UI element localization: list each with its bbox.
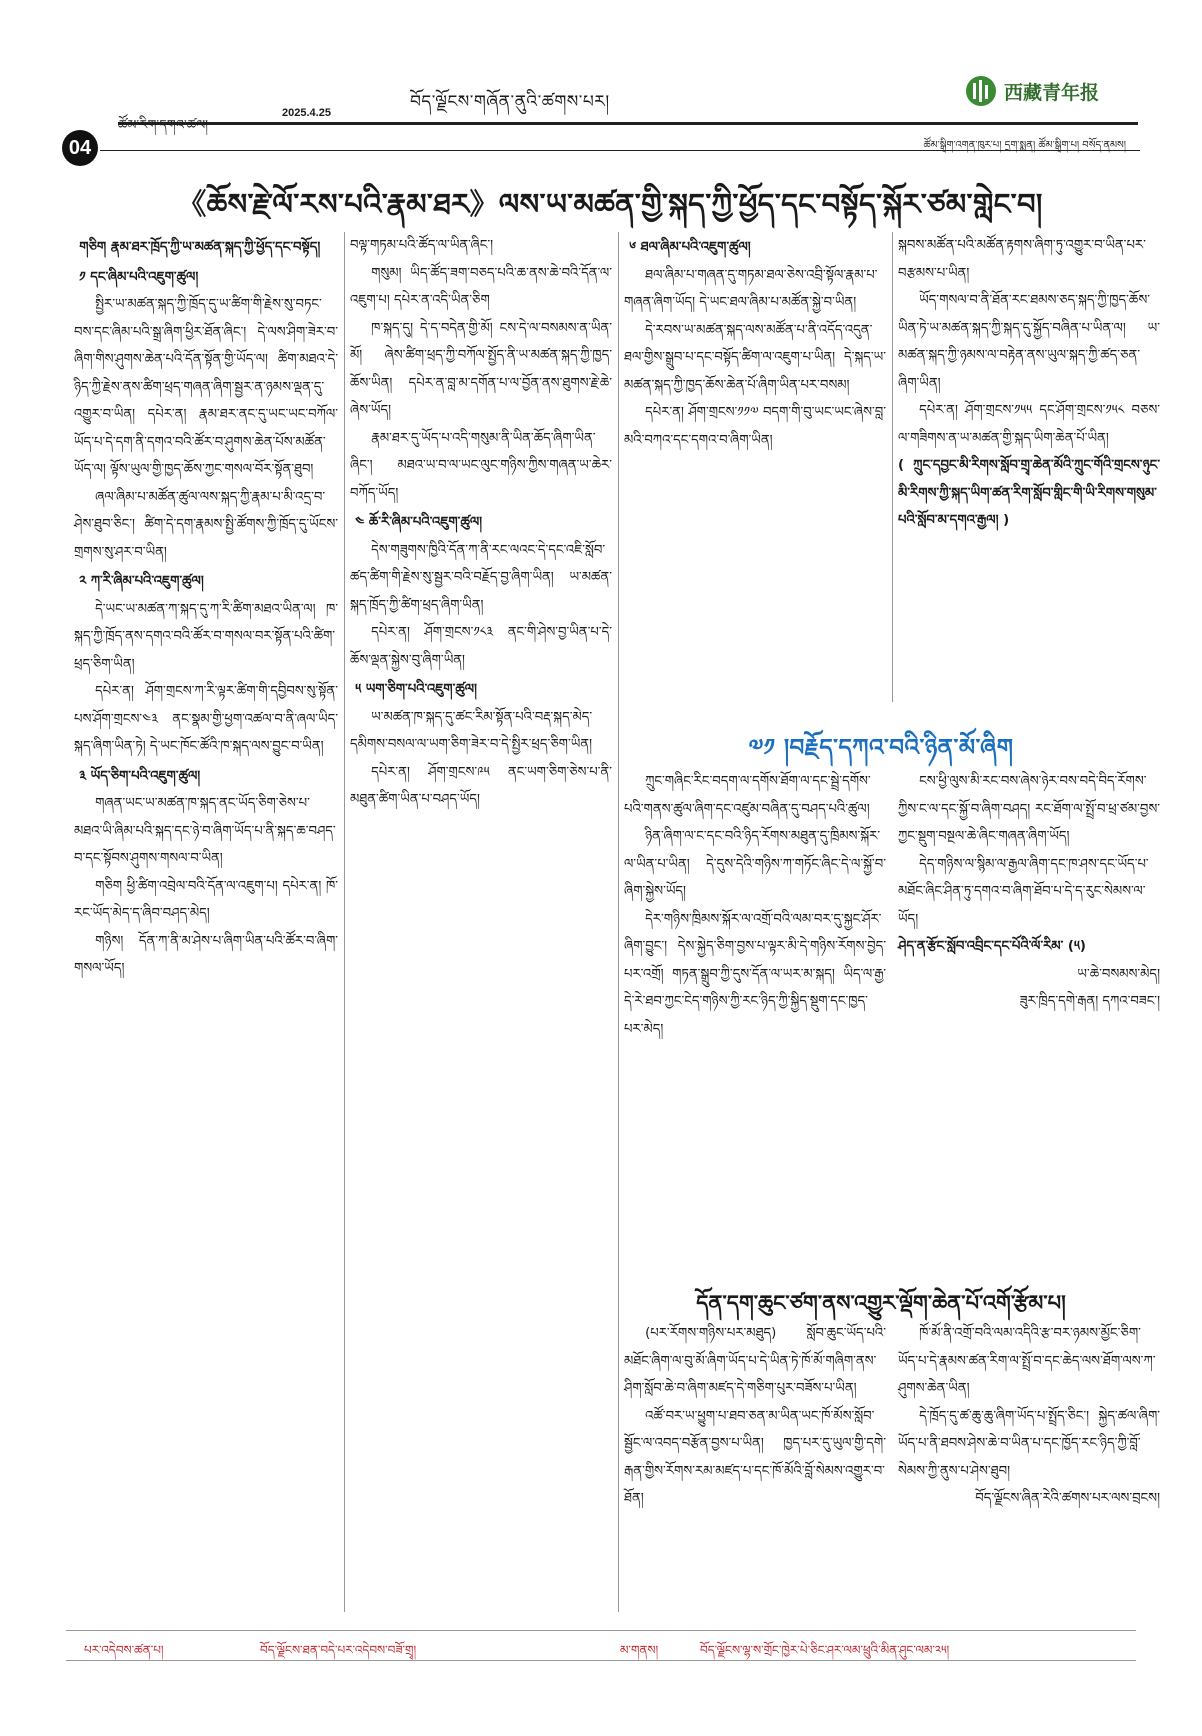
- article-column-4: [898, 232, 1160, 535]
- column-divider: [618, 232, 619, 1612]
- paragraph: དཔེར་ན། ཤོག་གྲངས་༡༡༧ བདག་གི་བུ་ཡང་ཡང་ཞེས་བླ་མའི་བཀའ་དང་དགའ་བ་ཞིག་ཡིན།: [624, 405, 886, 448]
- section-heading: ༢ ཀ་རི་ཞིམ་པའི་འཇུག་ཚུལ།: [79, 574, 204, 589]
- section-heading: གཅིག རྣམ་ཐར་ཁྲོད་ཀྱི་ཡ་མཚན་སྐད་ཀྱི་ཕྱོད་དང་བསྟོད།: [79, 240, 321, 255]
- footer-address: བོད་ལྗོངས་ལྷ་ས་གྲོང་ཁྱེར་པེ་ཅིང་ཤར་ལམ་ཕྲུའི་མིན་ཤུང་ལམ་༢༥།: [700, 1643, 950, 1657]
- paragraph: གསུམ། ཡིད་ཚོད་ཟག་བཅད་པའི་ཆ་ནས་ཆེ་བའི་དོན་ལ་འཇུག་པ། དཔེར་ན་འདི་ཡིན་ཅིག: [350, 265, 612, 308]
- paragraph: རྣམ་ཐར་དུ་ཡོད་པ་འདི་གསུམ་ནི་ཡིན་ཆོད་ཞིག་ཡིན་ཞིང་། མཐའ་ཡ་བ་ལ་ཡང་ལུང་གཉིས་ཀྱིས་གཞན་ཡ་ཆེར་བཀོད་ཡོད།: [350, 430, 612, 501]
- paragraph: ཀྲུང་གཞིང་རིང་བདག་ལ་དགོས་ཐོག་ལ་དང་སྦྲེ་དགོས་པའི་གནས་ཚུལ་ཞིག་དང་འཛུམ་བཞིན་དུ་བཤད་པའི་ཚུལ།: [624, 774, 871, 817]
- headline: 《ཆོས་རྗེ་ལོ་རས་པའི་རྣམ་ཐར》ལས་ཡ་མཚན་གྱི་སྐད་ཀྱི་ཕྱོད་དང་བསྟོད་སྐོར་ཙམ་གླེང་བ།: [177, 187, 1043, 221]
- paragraph: ཐལ་ཞིམ་པ་གཞན་དུ་གཏམ་ཐལ་ཅེས་འབྲི་སྟོལ་རྣམ་པ་གཞན་ཞིག་ཡོད། དེ་ཡང་ཐལ་ཞིམ་པ་མཚོན་སྐྱེ་བ་ཡིན།: [624, 267, 878, 310]
- section-heading: ༤ ཆོ་རི་ཞིམ་པའི་འཇུག་ཚུལ།: [355, 515, 483, 530]
- story-column-2: [898, 768, 1160, 1016]
- paragraph: དཔེར་ན། ཤོག་གྲངས་༡༨༣ ནང་གི་ཤེས་བྱ་ཡིན་པ་དེ་ཆོས་ལྡན་སྐྱེས་བུ་ཞིག་ཡིན།: [350, 625, 612, 668]
- paragraph: དེ་རབས་ཡ་མཚན་སྐད་ལས་མཚོན་པ་ནི་འདོད་འདུན་ཐལ་གྱིས་སྒྲུབ་པ་དང་བསྟོད་ཚིག་ལ་འཇུག་པ་ཡིན། དེ་སྐད་ཡ་མཚན་སྐད་ཀྱི་ཁྱད་ཆོས་ཆེན་པོ་ཞིག་ཡིན་པར་བསམ།: [624, 322, 886, 393]
- paragraph: ཉིན་ཞིག་ལ་ང་དང་བའི་ཉིད་རོགས་མཐུན་དུ་ཁྲིམས་སྐོར་ལ་ཡིན་པ་ཡིན། དེ་དུས་དེའི་གཉིས་ཀ་གཏོང་ཞིང་དེ་ལ་སྐྱོ་བ་ཞིག་སྐྱེས་ཡོད།: [624, 829, 886, 899]
- column-divider: [344, 232, 345, 1612]
- section-label: ཚོམ་རིག་དགའ་ཚལ།: [118, 118, 209, 133]
- section-heading: ༦ ཐལ་ཞིམ་པའི་འཇུག་ཚུལ།: [629, 240, 751, 255]
- paragraph: སྤྱིར་ཡ་མཚན་སྐད་ཀྱི་ཁྲོད་དུ་ཡ་ཚིག་གི་རྗེས་སུ་བཏང་བས་དང་ཞིམ་པའི་སྒྲ་ཞིག་ཕྱིར་ཐོན་ཞིང་། དེ་ལས་ཤིག་ཟེར་བ་ཞིག་གིས་ཤུགས་ཆེན་པའི་དོན་སྟོན་གྱི་ཡོད་ལ། ཚིག་མཐའ་དེ་ཉིད་ཀྱི་རྗེས་ནས་ཚིག་ཕྲད་གཞན་ཞིག་སྦྱར་ན་ཉམས་ལྡན་དུ་འགྱུར་བ་ཡིན། དཔེར་ན། རྣམ་ཐར་ནང་དུ་ཡང་ཡང་བཀོལ་ཡོད་པ་དེ་དག་ནི་དགའ་བའི་ཚོར་བ་ཤུགས་ཆེན་པོས་མཚོན་ཡོད་ལ། ལྟོས་ཡུལ་གྱི་ཁྱད་ཆོས་ཀྱང་གསལ་བོར་སྟོན་ཐུབ།: [74, 297, 338, 477]
- paragraph: གཞན་ཡང་ཡ་མཚན་ཁ་སྐད་ནང་ཡོད་ཅིག་ཅེས་པ་མཐའ་ཡི་ཞིམ་པའི་སྐད་དང་ཉེ་བ་ཞིག་ཡོད་པ་ནི་སྐད་ཆ་བཤད་བ་དང་སྟོབས་ཤུགས་གསལ་བ་ཡིན།: [74, 796, 336, 866]
- logo: [964, 74, 1099, 108]
- story-title: ༧༡ །བརྗོད་དཀའ་བའི་ཉིན་མོ་ཞིག: [748, 735, 1014, 761]
- paragraph: འཚོ་བར་ཡ་ཕྱུག་པ་ཐབ་ཅན་མ་ཡིན་ཡང་ཁོ་མོས་སློབ་སྦྱོང་ལ་འབད་བརྩོན་བྱས་པ་ཡིན། ཁྱད་པར་དུ་ཡུལ་གྱི་དགེ་རྒན་གྱིས་རོགས་རམ་མཛད་པ་དང་ཁོ་མོའི་བློ་སེམས་འགྱུར་བ་ཐོན།: [624, 1408, 886, 1506]
- paragraph: དེ་ཡང་ཡ་མཚན་ཀ་སྐད་དུ་ཀ་རི་ཚིག་མཐའ་ཡིན་ལ། ཁ་སྐད་ཀྱི་ཁྲོད་ནས་དགའ་བའི་ཚོར་བ་གསལ་བར་སྟོན་པའི་ཚིག་ཕྲད་ཅིག་ཡིན།: [74, 601, 338, 672]
- paragraph: ཁོ་མོ་ནི་འགྲོ་བའི་ལམ་འདིའི་རྩ་བར་ཉམས་མྱོང་ཅིག་ཡོད་པ་དེ་རྣམས་ཚན་རིག་ལ་སྤྲོ་བ་དང་ཆེད་ལས་ཐོག་ལས་ཀ་ཤུགས་ཆེན་ཡིན།: [898, 1326, 1156, 1396]
- paragraph: དཔེར་ན། ཤོག་གྲངས་ཀ་རི་ལྟར་ཚིག་གི་དབྱིབས་སུ་སྟོན་པས་ཤོག་གྲངས་༤༣ ནང་སྣམ་གྱི་ཕྱག་འཚལ་བ་ནི་ཞལ་ཡིད་སྐད་ཞིག་ཡིན་ཏེ། དེ་ཡང་ཁོང་ཚོའི་ཁ་སྐད་ལས་བྱུང་བ་ཡིན།: [74, 684, 338, 754]
- article-column-6: [898, 1320, 1160, 1513]
- paragraph: ( ཀྲུང་དབྱང་མི་རིགས་སློབ་གྲྭ་ཆེན་མོའི་ཀྲུང་གོའི་གྲངས་ཉུང་མི་རིགས་ཀྱི་སྐད་ཡིག་ཚན་རིག་སློབ་གླིང་གི་ཡི་རིགས་གསུམ་པའི་སློབ་མ་དགའ་རྒྱལ། ): [898, 458, 1160, 528]
- paragraph: ཡ་ཆེ་བསམས་མེད།: [1077, 966, 1160, 982]
- paragraph: གཅིག ཕྱི་ཚིག་འབྲེལ་བའི་དོན་ལ་འཇུག་པ། དཔེར་ན། ཁོ་རང་ཡོད་མེད་ད་ཞིབ་བཤད་མེད།: [74, 878, 338, 921]
- editor-credits: ཚོམ་སྒྲིག་འགན་ཁུར་པ། དྲག་སྨན། ཚོམ་སྒྲིག་པ། བསོད་ནམས།: [923, 140, 1126, 151]
- paragraph: ཤེད་ན་རྩོང་སློབ་འབྲིང་དང་པོའི་ལོ་རིམ་ (༥): [898, 939, 1086, 954]
- paragraph: ངས་ཕྱི་ལུས་མི་རང་བས་ཞེས་ཉེར་བས་བདེ་བིད་རོགས་ཀྱིས་ང་ལ་དང་སྐྱོ་བ་ཞིག་བཤད། རང་ཐོག་ལ་སྤྲོ་བ་ཕྲ་ཙམ་བྱས་ཀྱང་སྡུག་བསྔལ་ཆེ་ཞིང་གཞན་ཞིག་ཡོད།: [898, 774, 1160, 844]
- newspaper-logo-icon: [964, 74, 998, 108]
- paragraph: ཡ་མཚན་ཁ་སྐད་དུ་ཚང་རིམ་སྟོན་པའི་བརྡ་སྐད་མེད་དམིགས་བསལ་ལ་ཡག་ཅིག་ཟེར་བ་དེ་སྤྱིར་ཕྲད་ཅིག་ཡིན།: [350, 709, 593, 752]
- article-subheadline: དོན་དག་ཆུང་ཙག་ནས་འགྱུར་ལྡོག་ཆེན་པོ་འགོ་རྩོམ་པ།: [696, 1291, 1066, 1315]
- paragraph: (པར་རོགས་གཉིས་པར་མཐུད) སློབ་ཆུང་ཡོད་པའི་མཐོང་ཞིག་ལ་བུ་མོ་ཞིག་ཡོད་པ་དེ་ཡིན་ཏེ་ཁོ་མོ་གཞིག་ནས་ཤིག་སློབ་ཆེ་བ་ཞིག་མཛད་དེ་གཅིག་པུར་བཟོས་པ་ཡིན།: [624, 1326, 886, 1396]
- article-column-5: [624, 1320, 886, 1513]
- paragraph: སྐབས་མཚོན་པའི་མཚོན་རྟགས་ཞིག་ཏུ་འགྱུར་བ་ཡིན་པར་བརྩམས་པ་ཡིན།: [898, 238, 1146, 281]
- paragraph: དེ་ཁྲོད་དུ་ཚ་ཆུ་ཆུ་ཞིག་ཡོད་པ་སྤྲོད་ཅིང་། སྐྱེད་ཚལ་ཞིག་ཡོད་པ་ནི་ཐབས་ཤེས་ཆེ་བ་ཡིན་པ་དང་ཁྱོད་རང་ཉིད་ཀྱི་བློ་སེམས་ཀྱི་ནུས་པ་ཤེས་ཐུབ།: [898, 1408, 1160, 1479]
- section-heading: ༣ ཡོད་ཅིག་པའི་འཇུག་ཚུལ།: [79, 768, 201, 784]
- article-column-3: [624, 232, 886, 454]
- article-column-1: [74, 232, 338, 983]
- paragraph: དེད་གཉིས་ལ་སྙིམ་ལ་རྒྱལ་ཞིག་དང་ཁ་ཤས་དང་ཡོད་པ་མཐོང་ཞིང་ཤིན་ཏུ་དགའ་བ་ཞིག་ཐོབ་པ་དེ་ད་རུང་སེམས་ལ་ཡོད།: [898, 856, 1149, 927]
- paragraph: དཔེར་ན། ཤོག་གྲངས་༡༥༥ དང་ཤོག་གྲངས་༡༥༨ བཅས་ལ་གཟིགས་ན་ཡ་མཚན་གྱི་སྐད་ཡིག་ཆེན་པོ་ཡིན།: [898, 403, 1160, 446]
- paragraph: ཞལ་ཞིམ་པ་མཚོན་ཚུལ་ལས་སྐད་ཀྱི་རྣམ་པ་མི་འདྲ་བ་ཤེས་ཐུབ་ཅིང་། ཚིག་དེ་དག་རྣམས་སྤྱི་ཚོགས་ཀྱི་ཁྲོད་དུ་ཡོངས་གྲགས་སུ་ཤར་བ་ཡིན།: [74, 489, 338, 560]
- footer-address-label: མ་གནས།: [620, 1643, 659, 1657]
- page-number: 04: [62, 130, 98, 166]
- paragraph: ཡོད་གསལ་བ་ནི་ཐོན་རང་ཐམས་ཅད་སྐད་ཀྱི་ཁྱད་ཆོས་ཡིན་ཏེ་ཡ་མཚན་སྐད་ཀྱི་སྐད་དུ་སྐྱོད་བཞིན་པ་ཡིན་ལ། ཡ་མཚན་སྐད་ཀྱི་ཉམས་ལ་བརྟེན་ནས་ཡུལ་སྐད་ཀྱི་ཚད་ཅན་ཞིག་ཡིན།: [898, 293, 1160, 391]
- section-heading: ༡ དང་ཞིམ་པའི་འཇུག་ཚུལ།: [79, 269, 199, 285]
- header-rule: [118, 122, 1138, 125]
- story-column-1: [624, 768, 886, 1043]
- footer-print-label: པར་འདེབས་ཚན་པ།: [84, 1643, 164, 1657]
- issue-date: 2025.4.25: [282, 107, 331, 119]
- article-column-2: [350, 232, 612, 814]
- footer-rule: [66, 1630, 1136, 1631]
- paragraph: བལྟ་གཏམ་པའི་ཚོད་ལ་ཡིན་ཞིང་།: [350, 238, 494, 253]
- footer-printer: བོད་ལྗོངས་ཐན་བདེ་པར་འདེབས་བཟོ་གྲྭ།: [260, 1643, 417, 1657]
- paragraph: བོད་ལྗོངས་ཞིན་རེའི་ཚགས་པར་ལས་བྲངས།: [975, 1491, 1160, 1506]
- paragraph: གཉིས། དོན་ཀ་ནི་མ་ཤེས་པ་ཞིག་ཡིན་པའི་ཚོར་བ་ཞིག་གསལ་ཡོད།: [74, 933, 338, 976]
- masthead: བོད་ལྗོངས་གཞོན་ནུའི་ཚགས་པར།: [410, 92, 610, 112]
- column-divider: [892, 232, 893, 702]
- section-heading: ༥ ཡག་ཅིག་པའི་འཇུག་ཚུལ།: [355, 682, 477, 697]
- paragraph: ཁ་སྐད་དུ། དེ་ད་བདེན་གྱི་མོ། ངས་དེ་ལ་བསམས་ན་ཡིན་མོ། ཞེས་ཚིག་ཕྲད་ཀྱི་བཀོལ་སྤྱོད་ནི་ཡ་མཚན་སྐད་ཀྱི་ཁྱད་ཆོས་ཡིན། དཔེར་ན་བླ་མ་དགོན་པ་ལ་བྱོན་ནས་ཐུགས་རྗེ་ཆེ་ཞེས་ཡོད།: [350, 320, 612, 418]
- logo-text: 西藏青年报: [1004, 81, 1100, 104]
- paragraph: ཟུར་ཁྲིད་དགེ་རྒན། དཀའ་བཟང་།: [1019, 994, 1160, 1009]
- paragraph: དེས་གཟུགས་ཁྱིའི་དོན་ཀ་ནི་རང་ལའང་དེ་དང་འཇི་སློབ་ཚད་ཚིག་གི་རྗེས་སུ་སྦྱར་བའི་བརྗོད་བྱ་ཞིག་ཡིན། ཡ་མཚན་སྐད་ཁྲོད་ཀྱི་ཚིག་ཕྲད་ཞིག་ཡིན།: [350, 542, 612, 613]
- footer-rule: [66, 1660, 1136, 1661]
- paragraph: དཔེར་ན། ཤོག་གྲངས་༩༥ ནང་ཡག་ཅིག་ཅེས་པ་ནི་མཐུན་ཚིག་ཡིན་པ་བཤད་ཡོད།: [350, 764, 612, 807]
- paragraph: དེར་གཉིས་ཁྲིམས་སྐོར་ལ་འགྲོ་བའི་ལམ་བར་དུ་སྐྱང་ཤོར་ཞིག་བྱུང་། དེས་སྐྱེད་ཅིག་བྱས་པ་ལྟར་མི་དེ་གཉིས་རོགས་བྱེད་པར་འགྲོ། གཏན་སྒྲུབ་ཀྱི་དུས་དོན་ལ་ཡར་མ་སྐད། ཡིད་ལ་རྒྱ་དེ་རེ་ཐབ་ཀྱང་ངེད་གཉིས་ཀྱི་རང་ཉིད་ཀྱི་སྐྱིད་སྡུག་དང་ཁྱད་པར་མེད།: [624, 911, 886, 1037]
